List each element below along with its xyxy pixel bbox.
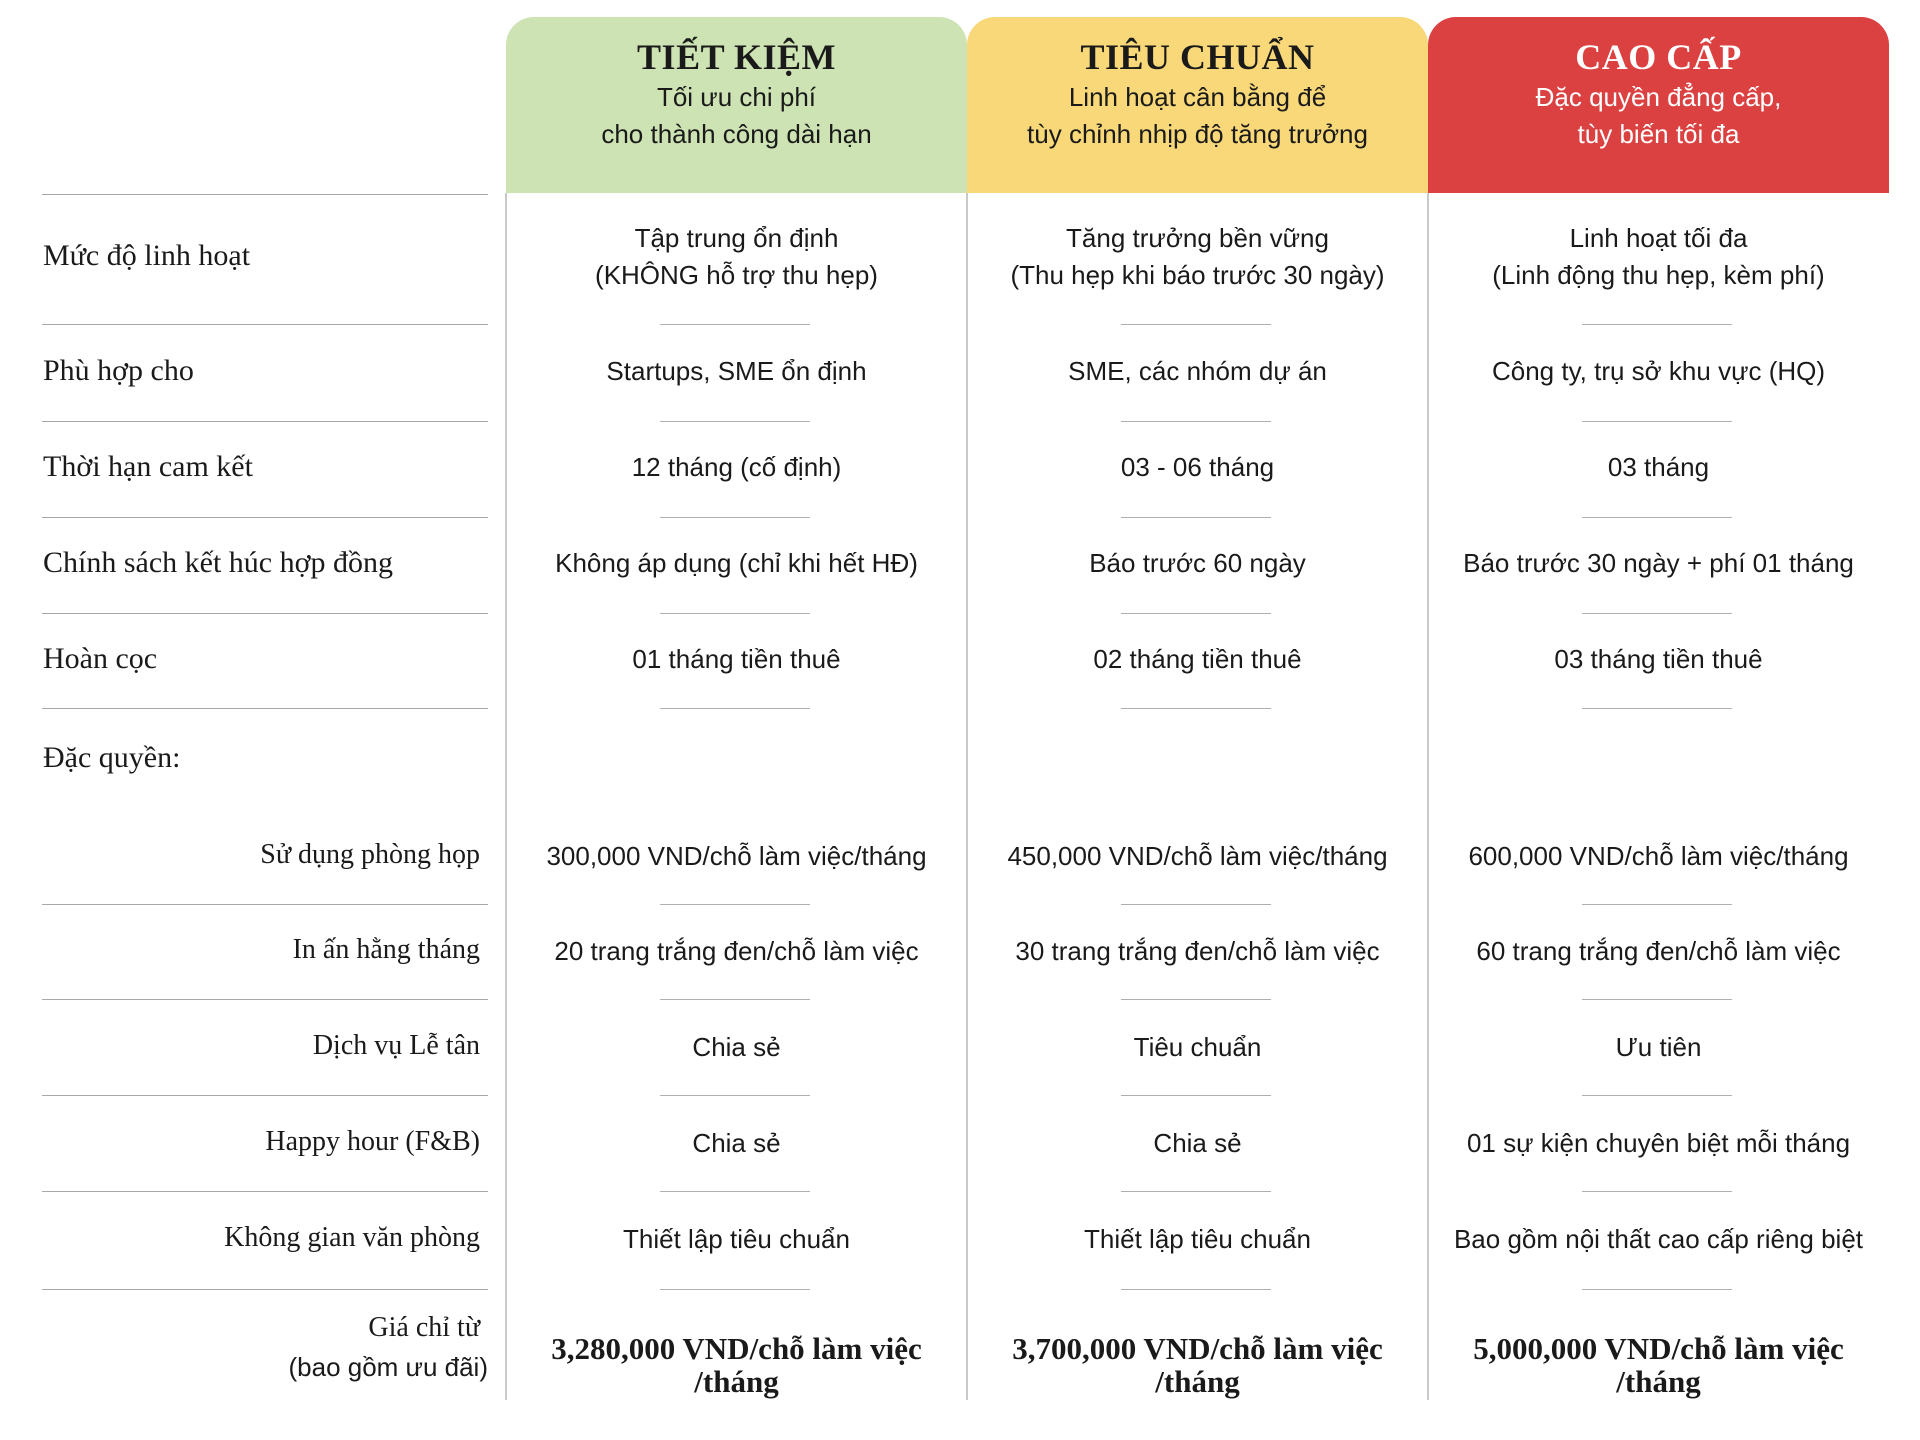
row-divider <box>42 708 488 709</box>
row-label-thoi-han-cam-ket: Thời hạn cam kết <box>43 450 253 483</box>
cell-value: Chia sẻ <box>692 1032 781 1062</box>
cell-value: 01 tháng tiền thuê <box>632 644 841 674</box>
row-divider <box>42 194 488 195</box>
plan-name: TIẾT KIỆM <box>637 37 836 77</box>
plan-tagline: Tối ưu chi phí cho thành công dài hạn <box>601 82 872 149</box>
row-divider <box>42 517 488 518</box>
cell-value: 300,000 VND/chỗ làm việc/tháng <box>546 841 927 871</box>
plan-header-tieu-chuan <box>967 17 1428 193</box>
cell-value: Thiết lập tiêu chuẩn <box>1084 1224 1311 1254</box>
privilege-label-khong-gian: Không gian văn phòng <box>224 1222 480 1253</box>
price-value-tiet-kiem: 3,280,000 VND/chỗ làm việc /tháng <box>551 1331 922 1399</box>
privilege-label-in-an: In ấn hằng tháng <box>292 934 480 965</box>
cell-value: 20 trang trắng đen/chỗ làm việc <box>554 936 919 966</box>
cell-value: Công ty, trụ sở khu vực (HQ) <box>1491 356 1826 386</box>
cell-value: 450,000 VND/chỗ làm việc/tháng <box>1007 841 1388 871</box>
cell-value: Linh hoạt tối đa (Linh động thu hẹp, kèm phí) <box>1492 223 1825 290</box>
cell-value: Tăng trưởng bền vững (Thu hẹp khi báo trước 30 ngày) <box>1010 223 1385 290</box>
plan-tagline: Đặc quyền đẳng cấp, tùy biến tối đa <box>1535 82 1782 149</box>
row-divider <box>42 613 488 614</box>
row-divider <box>42 1095 488 1096</box>
cell-value: Bao gồm nội thất cao cấp riêng biệt <box>1453 1224 1864 1254</box>
cell-value: Thiết lập tiêu chuẩn <box>623 1224 850 1254</box>
row-divider <box>42 1289 488 1290</box>
cell-value: Startups, SME ổn định <box>606 356 867 386</box>
cell-value: 03 tháng <box>1607 452 1710 482</box>
cell-value: 12 tháng (cố định) <box>631 452 842 482</box>
cell-value: 02 tháng tiền thuê <box>1093 644 1302 674</box>
cell-value: Tập trung ổn định (KHÔNG hỗ trợ thu hẹp) <box>595 223 878 290</box>
row-divider <box>42 904 488 905</box>
row-divider <box>42 999 488 1000</box>
privileges-heading: Đặc quyền: <box>43 741 181 774</box>
cell-value: Chia sẻ <box>1153 1128 1242 1158</box>
plan-name: TIÊU CHUẨN <box>1080 37 1315 77</box>
row-label-phu-hop-cho: Phù hợp cho <box>43 354 194 387</box>
row-divider <box>42 1191 488 1192</box>
cell-value: 03 tháng tiền thuê <box>1554 644 1763 674</box>
plan-name: CAO CẤP <box>1575 37 1742 77</box>
cell-value: Tiêu chuẩn <box>1133 1032 1262 1062</box>
plan-tagline: Linh hoạt cân bằng để tùy chỉnh nhịp độ tăng trưởng <box>1027 82 1368 149</box>
price-label: Giá chỉ từ <box>368 1312 480 1343</box>
price-value-tieu-chuan: 3,700,000 VND/chỗ làm việc /tháng <box>1012 1331 1383 1399</box>
row-label-muc-do-linh-hoat: Mức độ linh hoạt <box>43 239 251 272</box>
row-label-chinh-sach: Chính sách kết húc hợp đồng <box>43 546 393 579</box>
price-value-cao-cap: 5,000,000 VND/chỗ làm việc /tháng <box>1473 1331 1844 1399</box>
cell-value: Báo trước 60 ngày <box>1089 548 1306 578</box>
cell-value: Không áp dụng (chỉ khi hết HĐ) <box>555 548 918 578</box>
plan-header-tiet-kiem <box>506 17 967 193</box>
cell-value: Ưu tiên <box>1615 1032 1702 1062</box>
cell-value: 03 - 06 tháng <box>1120 452 1275 482</box>
privilege-label-phong-hop: Sử dụng phòng họp <box>260 839 480 870</box>
row-label-hoan-coc: Hoàn cọc <box>43 642 158 675</box>
row-divider <box>42 324 488 325</box>
cell-value: 30 trang trắng đen/chỗ làm việc <box>1015 936 1380 966</box>
price-note: (bao gồm ưu đãi) <box>288 1352 488 1382</box>
privilege-label-le-tan: Dịch vụ Lễ tân <box>312 1030 480 1061</box>
cell-value: 600,000 VND/chỗ làm việc/tháng <box>1468 841 1849 871</box>
row-divider <box>42 421 488 422</box>
cell-value: 60 trang trắng đen/chỗ làm việc <box>1476 936 1841 966</box>
cell-value: 01 sự kiện chuyên biệt mỗi tháng <box>1466 1128 1851 1158</box>
plan-header-cao-cap <box>1428 17 1889 193</box>
cell-value: Chia sẻ <box>692 1128 781 1158</box>
cell-value: SME, các nhóm dự án <box>1068 356 1327 386</box>
cell-value: Báo trước 30 ngày + phí 01 tháng <box>1463 548 1854 578</box>
privilege-label-happy-hour: Happy hour (F&B) <box>265 1126 480 1157</box>
